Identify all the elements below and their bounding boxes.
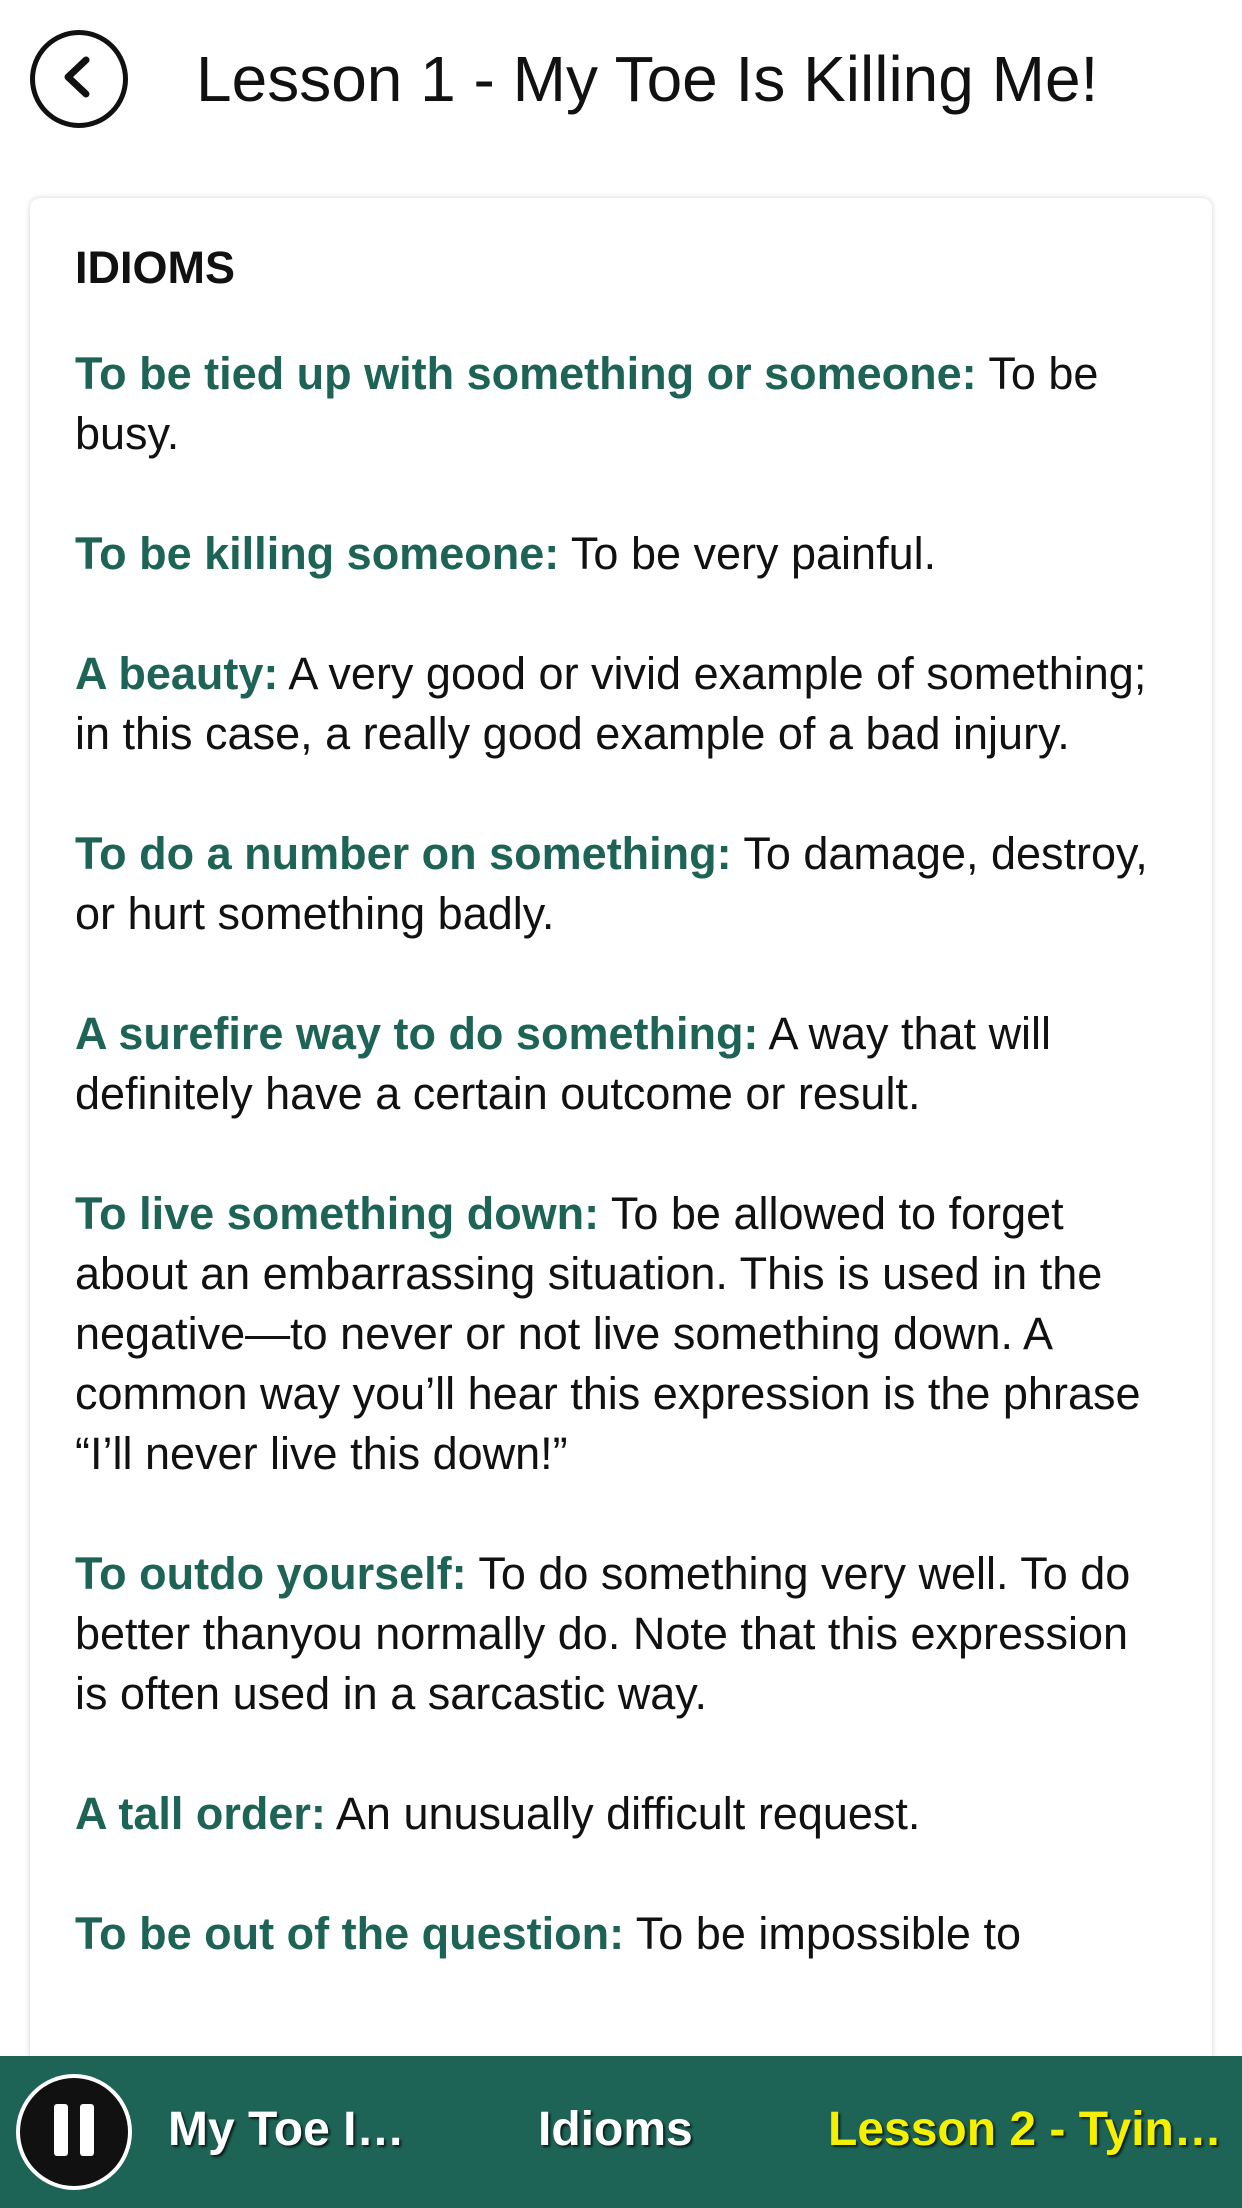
pause-button[interactable]	[16, 2074, 132, 2190]
idiom-definition: A way that will definitely have a certain outcome or result.	[75, 1008, 1052, 1119]
page-title: Lesson 1 - My Toe Is Killing Me!	[196, 43, 1099, 115]
idiom-entry	[75, 824, 1168, 944]
idioms-card	[30, 198, 1212, 2098]
idiom-term: To be killing someone:	[75, 528, 560, 579]
idiom-definition: To be very painful.	[559, 528, 937, 579]
idiom-definition: An unusually difficult request.	[325, 1788, 921, 1839]
section-title: IDIOMS	[75, 242, 236, 293]
idiom-entry	[75, 1784, 1168, 1844]
current-section-label[interactable]: Idioms	[538, 2103, 693, 2156]
idiom-term: A surefire way to do something:	[75, 1008, 759, 1059]
idiom-definition: To be impossible to	[624, 1908, 1021, 1959]
idiom-term: To be tied up with something or someone:	[75, 348, 977, 399]
idiom-term: To outdo yourself:	[75, 1548, 467, 1599]
pause-icon	[46, 2100, 102, 2165]
idiom-term: A beauty:	[75, 648, 279, 699]
idiom-term: To be out of the question:	[75, 1908, 625, 1959]
next-lesson-label[interactable]: Lesson 2 - Tyin…	[828, 2103, 1222, 2156]
idiom-definition: To be allowed to forget about an embarrassing situation. This is used in the negative—to never or not live something down. A common way you’ll hear this expression is the phrase “I’ll never live this down!”	[75, 1188, 1141, 1479]
chevron-left-icon	[54, 52, 104, 107]
idiom-entry	[75, 1004, 1168, 1124]
current-track-label[interactable]: My Toe I…	[168, 2103, 405, 2156]
idiom-definition: To be busy.	[75, 348, 1099, 459]
idiom-definition: To do something very well. To do better thanyou normally do. Note that this expression is often used in a sarcastic way.	[75, 1548, 1131, 1719]
idiom-definition: To damage, destroy, or hurt something badly.	[75, 828, 1148, 939]
idiom-entry	[75, 524, 1168, 584]
idiom-entry	[75, 644, 1168, 764]
header	[0, 0, 1242, 180]
idiom-term: To live something down:	[75, 1188, 600, 1239]
audio-player-bar	[0, 2056, 1242, 2208]
idiom-entry	[75, 1184, 1168, 1484]
idiom-entry	[75, 344, 1168, 464]
idiom-entry	[75, 1544, 1168, 1724]
idiom-term: To do a number on something:	[75, 828, 732, 879]
idiom-entry	[75, 1904, 1168, 1964]
back-button[interactable]	[30, 30, 128, 128]
idiom-definition: A very good or vivid example of something; in this case, a really good example of a bad injury.	[75, 648, 1147, 759]
idiom-term: A tall order:	[75, 1788, 326, 1839]
